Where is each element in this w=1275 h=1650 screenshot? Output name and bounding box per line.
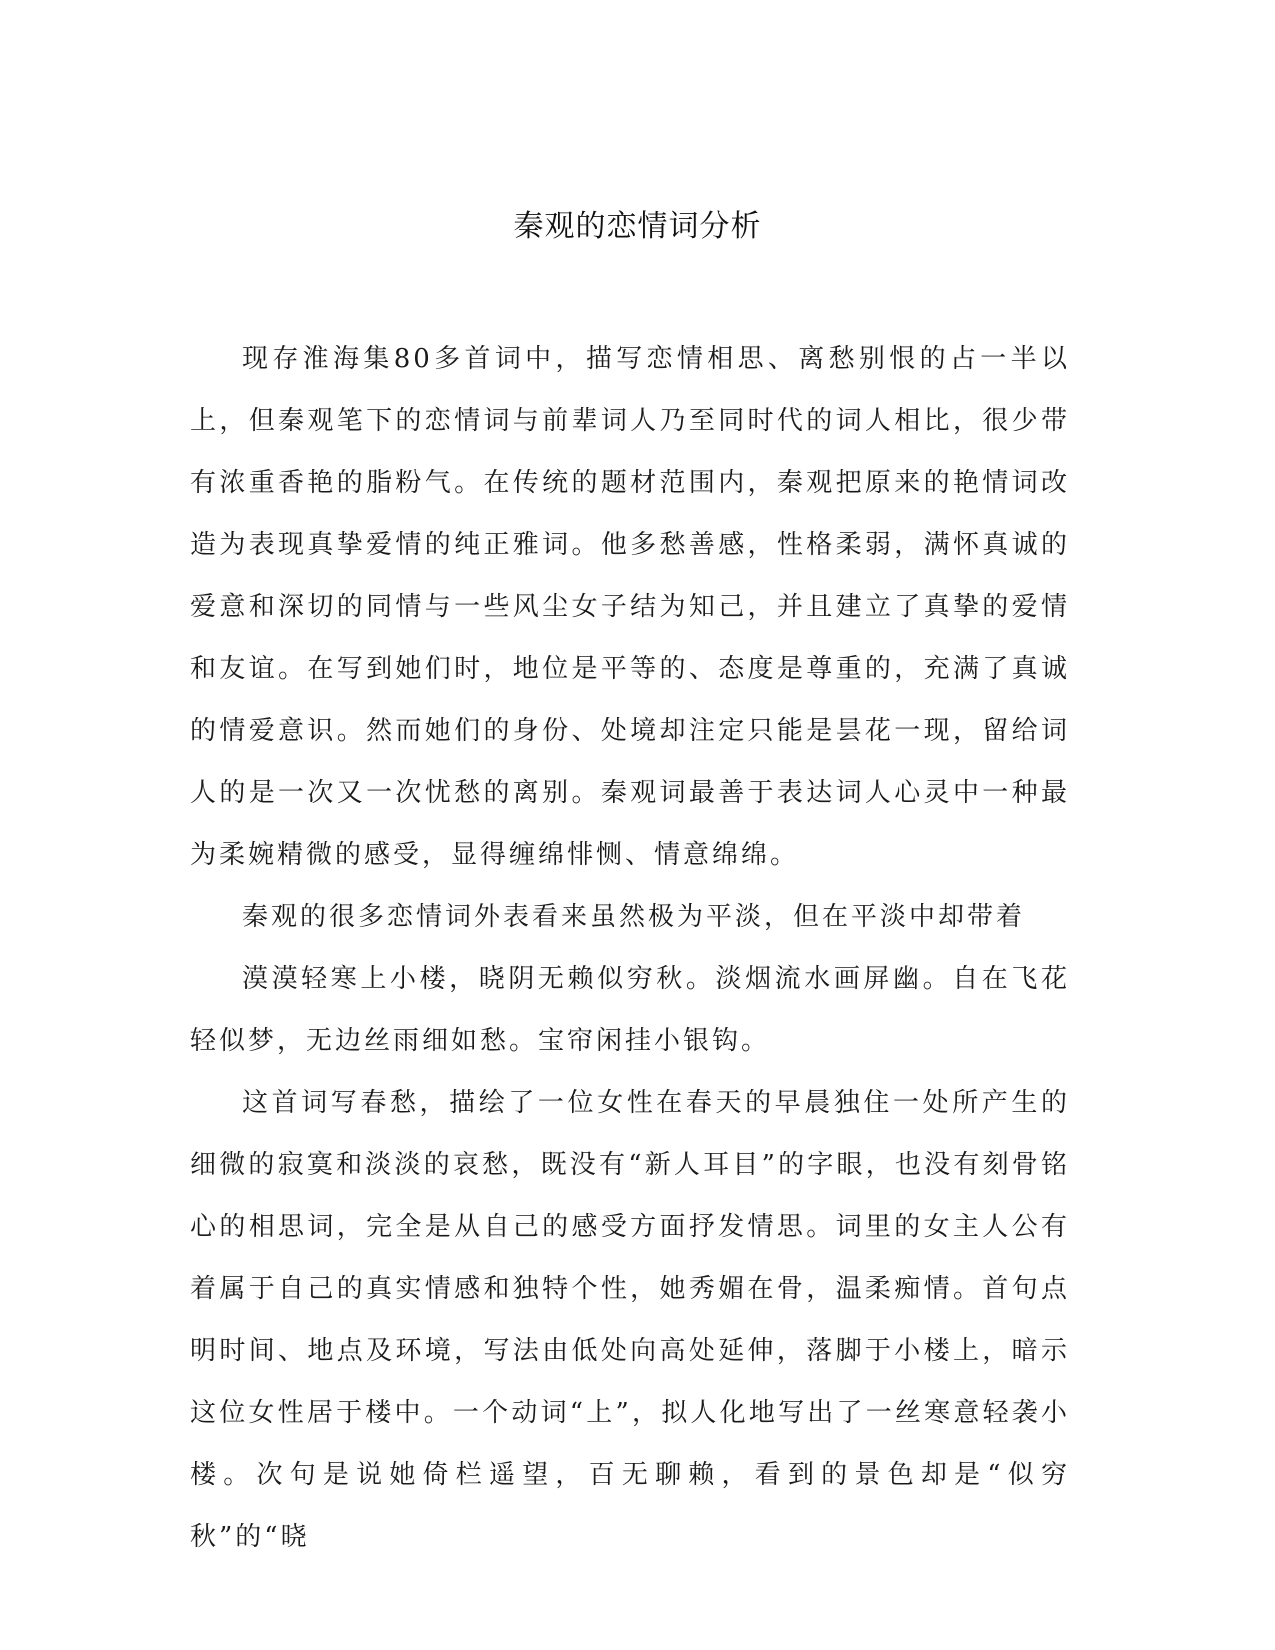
paragraph-poem-analysis: 这首词写春愁，描绘了一位女性在春天的早晨独住一处所产生的细微的寂寞和淡淡的哀愁，既没有“新人耳目”的字眼，也没有刻骨铭心的相思词，完全是从自己的感受方面抒发情思。词里的女主人公有着属于自己的真实情感和独特个性，她秀媚在骨，温柔痴情。首句点明时间、地点及环境，写法由低处向高处延伸，落脚于小楼上，暗示这位女性居于楼中。一个动词“上”，拟人化地写出了一丝寒意轻袭小楼。次句是说她倚栏遥望，百无聊赖，看到的景色却是“似穷秋”的“晓 bbox=[190, 1088, 1070, 1552]
paragraph-plain-style: 秦观的很多恋情词外表看来虽然极为平淡，但在平淡中却带着 bbox=[242, 902, 1026, 932]
paragraph-poem-quote: 漠漠轻寒上小楼，晓阴无赖似穷秋。淡烟流水画屏幽。自在飞花轻似梦，无边丝雨细如愁。宝帘闲挂小银钩。 bbox=[190, 964, 1070, 1056]
document-title: 秦观的恋情词分析 bbox=[513, 209, 762, 244]
document-body bbox=[190, 328, 1070, 1568]
paragraph-intro: 现存淮海集80多首词中，描写恋情相思、离愁别恨的占一半以上，但秦观笔下的恋情词与前辈词人乃至同时代的词人相比，很少带有浓重香艳的脂粉气。在传统的题材范围内，秦观把原来的艳情词改造为表现真挚爱情的纯正雅词。他多愁善感，性格柔弱，满怀真诚的爱意和深切的同情与一些风尘女子结为知己，并且建立了真挚的爱情和友谊。在写到她们时，地位是平等的、态度是尊重的，充满了真诚的情爱意识。然而她们的身份、处境却注定只能是昙花一现，留给词人的是一次又一次忧愁的离别。秦观词最善于表达词人心灵中一种最为柔婉精微的感受，显得缠绵悱恻、情意绵绵。 bbox=[190, 344, 1070, 870]
